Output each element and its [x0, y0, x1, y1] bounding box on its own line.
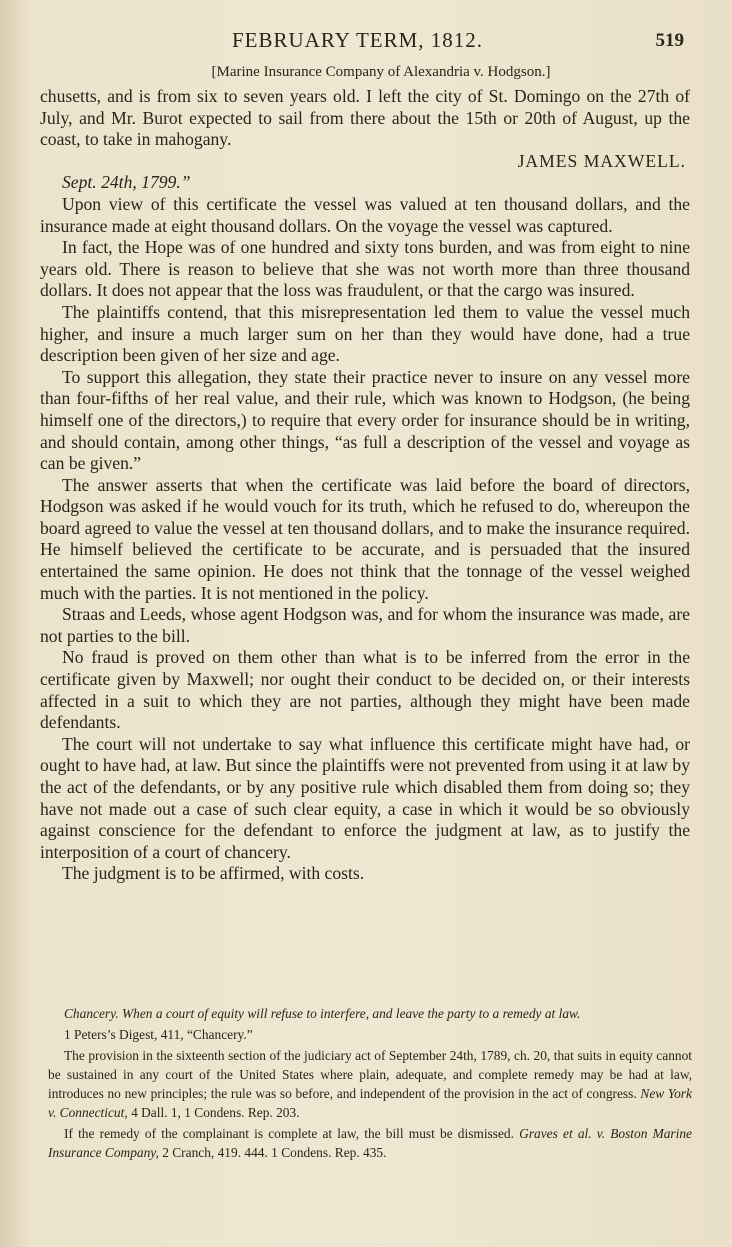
- note-digest-ref: 1 Peters’s Digest, 411, “Chancery.”: [64, 1027, 253, 1042]
- page-number: 519: [655, 30, 684, 51]
- paragraph: In fact, the Hope was of one hundred and sixty tons burden, and was from eight to nine years old. There is reason to believe that she was not worth more than three thousand dollars. It does not appear that the loss was fraudulent, or that the cargo was insured.: [40, 237, 690, 301]
- paragraph-continuation: chusetts, and is from six to seven years old. I left the city of St. Domingo on the 27th of July, and Mr. Burot expected to sail from there about the 15th or 20th of August, up the coast, to take in mahogany.: [40, 86, 690, 150]
- note-headnote: [48, 1004, 692, 1023]
- citation: 4 Dall. 1, 1 Condens. Rep. 203.: [131, 1105, 300, 1120]
- paragraph: The court will not undertake to say what influence this certificate might have had, or ought to have had, at law. But since the plaintiffs were not prevented from using it at law by the act of the defendants, or by any positive rule which disabled them from doing so; they have not made out a case of such clear equity, a case in which it would be so obviously against conscience for the defendant to enforce the judgment at law, as to justify the interposition of a court of chancery.: [40, 733, 690, 862]
- note-headnote-text: Chancery. When a court of equity will refuse to interfere, and leave the party to a remedy at law.: [64, 1006, 581, 1021]
- case-name: Graves et al. v. Boston Marine Insurance Company,: [48, 1126, 692, 1160]
- citation: 2 Cranch, 419. 444. 1 Condens. Rep. 435.: [162, 1145, 387, 1160]
- case-caption: [Marine Insurance Company of Alexandria v. Hodgson.]: [211, 64, 551, 80]
- signature: JAMES MAXWELL.: [517, 150, 686, 171]
- footnotes: [48, 1004, 692, 1164]
- date-text: Sept. 24th, 1799.”: [62, 172, 191, 193]
- opinion-text: [40, 86, 690, 885]
- paragraph: The plaintiffs contend, that this misrepresentation led them to value the vessel much higher, and insure a much larger sum on her than they would have done, had a true description been given of her size and age.: [40, 301, 690, 366]
- paragraph: No fraud is proved on them other than what is to be inferred from the error in the certificate given by Maxwell; nor ought their conduct to be decided on, or their interests affected in a suit to which they are not parties, although they might have been made defendants.: [40, 647, 690, 733]
- paragraph: Upon view of this certificate the vessel was valued at ten thousand dollars, and the insurance made at eight thousand dollars. On the voyage the vessel was captured.: [40, 193, 690, 236]
- running-head: FEBRUARY TERM, 1812.: [232, 28, 484, 52]
- note-remedy: [48, 1124, 692, 1162]
- page-header: [0, 28, 732, 54]
- paragraph: To support this allegation, they state their practice never to insure on any vessel more than four-fifths of her real value, and their rule, which was known to Hodgson, (he being himself one of the directors,) to require that every order for insurance should be in writing, and should contain, among other things, “as full a description of the vessel and voyage as can be given.”: [40, 366, 690, 474]
- note-judiciary-act: [48, 1046, 692, 1122]
- case-name: New York v. Connecticut,: [48, 1086, 692, 1120]
- date-line: [40, 172, 690, 194]
- note-text: If the remedy of the complainant is complete at law, the bill must be dismissed.: [64, 1126, 514, 1141]
- paragraph: The judgment is to be affirmed, with costs.: [62, 863, 365, 884]
- paragraph: The answer asserts that when the certificate was laid before the board of directors, Hodgson was asked if he would vouch for its truth, which he refused to do, whereupon the board agreed to value the vessel at ten thousand dollars, and to make the insurance required. He himself believed the certificate to be accurate, and is persuaded that the insured entertained the same opinion. He does not think that the tonnage of the vessel weighed much with the parties. It is not mentioned in the policy.: [40, 474, 690, 603]
- paragraph: Straas and Leeds, whose agent Hodgson was, and for whom the insurance was made, are not parties to the bill.: [40, 604, 690, 646]
- note-text: The provision in the sixteenth section of the judiciary act of September 24th, 1789, ch. 20, that suits in equity cannot be sustained in any court of the United States where plain, adequate, and complete remedy may be had at law, introduces no new principles; the rule was so before, and independent of the provision in the act of congress.: [48, 1048, 692, 1101]
